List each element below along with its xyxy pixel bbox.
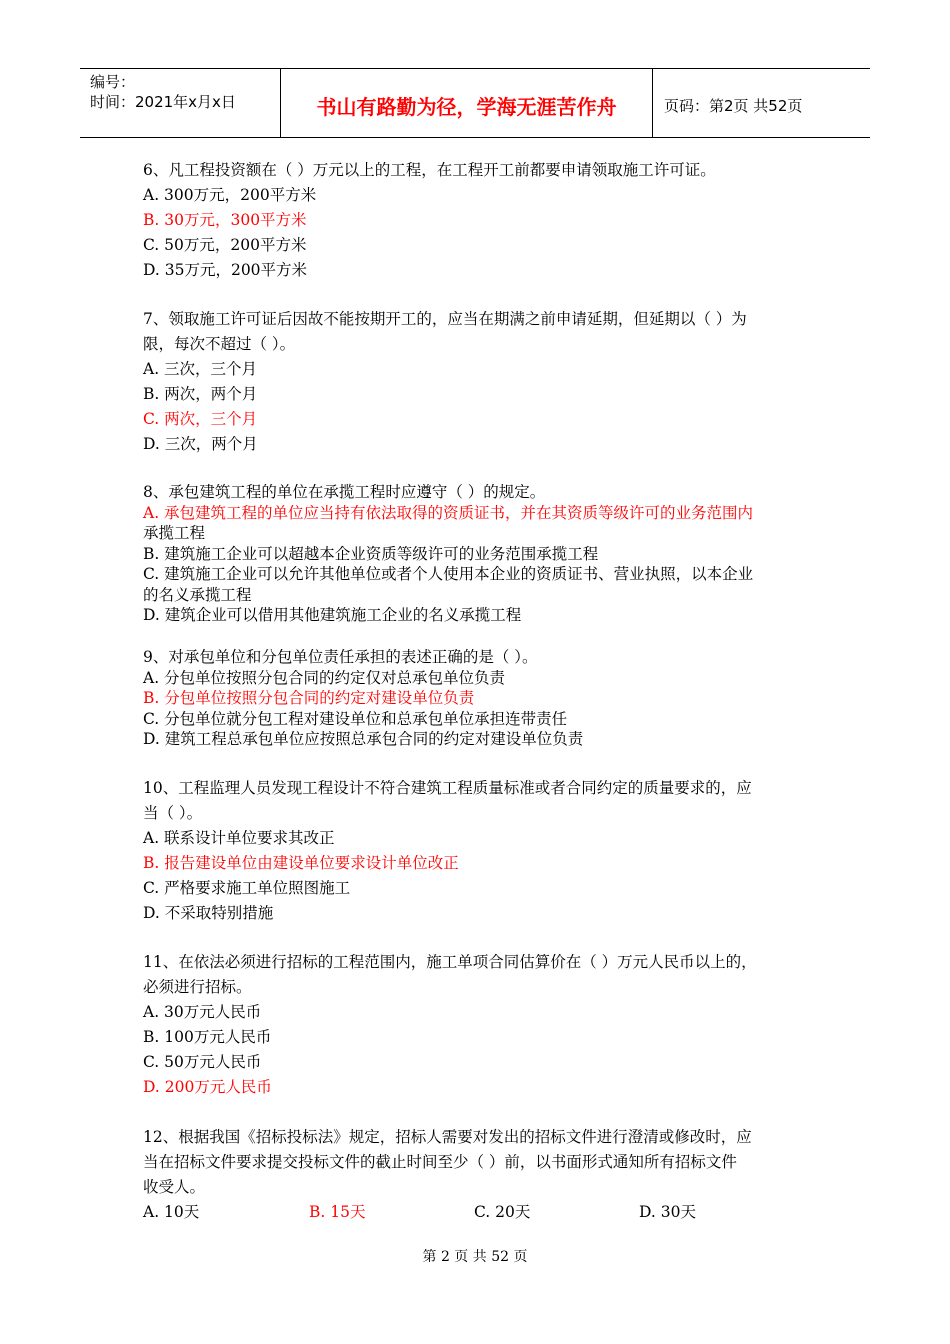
question-11 (143, 950, 813, 1100)
question-stem-line-1: 11、在依法必须进行招标的工程范围内，施工单项合同估算价在（ ）万元人民币以上的， (143, 953, 757, 971)
option-a: A. 三次，三个月 (143, 360, 258, 378)
header-page-label: 页码：第2页 共52页 (664, 96, 803, 115)
option-b-answer: B. 分包单位按照分包合同的约定对建设单位负责 (143, 689, 475, 707)
option-a: A. 联系设计单位要求其改正 (143, 829, 335, 847)
question-stem-line-3: 收受人。 (143, 1178, 206, 1196)
header-motto: 书山有路勤为径，学海无涯苦作舟 (281, 69, 653, 137)
option-d: D. 建筑企业可以借用其他建筑施工企业的名义承揽工程 (143, 606, 522, 624)
question-stem-line-2: 必须进行招标。 (143, 978, 252, 996)
document-time-label: 时间：2021年x月x日 (90, 93, 236, 111)
option-b: B. 建筑施工企业可以超越本企业资质等级许可的业务范围承揽工程 (143, 544, 599, 563)
page-footer: 第 2 页 共 52 页 (422, 1249, 528, 1265)
option-c-line-2: 的名义承揽工程 (143, 585, 252, 604)
option-c: C. 分包单位就分包工程对建设单位和总承包单位承担连带责任 (143, 709, 568, 728)
question-9 (143, 647, 813, 750)
option-c: C. 50万元人民币 (143, 1053, 262, 1071)
options-row (143, 1200, 813, 1225)
option-d: D. 30天 (639, 1203, 696, 1221)
option-b: B. 100万元人民币 (143, 1028, 272, 1046)
question-7 (143, 307, 813, 457)
question-stem-line-2: 限，每次不超过（ ）。 (143, 335, 296, 353)
option-c: C. 20天 (474, 1203, 531, 1221)
option-c: C. 严格要求施工单位照图施工 (143, 879, 351, 897)
option-b-answer: B. 报告建设单位由建设单位要求设计单位改正 (143, 854, 459, 872)
question-stem-line-1: 7、领取施工许可证后因故不能按期开工的，应当在期满之前申请延期，但延期以（ ）为 (143, 310, 747, 328)
option-a: A. 30万元人民币 (143, 1003, 262, 1021)
option-d: D. 35万元，200平方米 (143, 261, 308, 279)
question-6 (143, 158, 813, 283)
document-number-label: 编号： (90, 73, 136, 91)
option-d-answer: D. 200万元人民币 (143, 1078, 272, 1096)
option-b-answer: B. 30万元，300平方米 (143, 211, 307, 229)
option-a: A. 300万元，200平方米 (143, 186, 317, 204)
question-stem-line-1: 12、根据我国《招标投标法》规定，招标人需要对发出的招标文件进行澄清或修改时，应 (143, 1128, 752, 1146)
option-d: D. 建筑工程总承包单位应按照总承包合同的约定对建设单位负责 (143, 730, 584, 748)
option-d: D. 三次，两个月 (143, 435, 258, 453)
option-a: A. 10天 (143, 1203, 200, 1221)
question-stem-line-1: 10、工程监理人员发现工程设计不符合建筑工程质量标准或者合同约定的质量要求的，应 (143, 779, 752, 797)
header-info-cell (80, 69, 281, 137)
option-c-line-1: C. 建筑施工企业可以允许其他单位或者个人使用本企业的资质证书、营业执照，以本企业 (143, 565, 754, 583)
question-stem-line-2: 当在招标文件要求提交投标文件的截止时间至少（ ）前，以书面形式通知所有招标文件 (143, 1153, 737, 1171)
page-header (80, 68, 870, 138)
option-a: A. 分包单位按照分包合同的约定仅对总承包单位负责 (143, 668, 506, 687)
option-d: D. 不采取特别措施 (143, 904, 274, 922)
option-c-answer: C. 两次，三个月 (143, 410, 258, 428)
option-a-answer-line-1: A. 承包建筑工程的单位应当持有依法取得的资质证书，并在其资质等级许可的业务范围内 (143, 503, 754, 522)
question-stem-line-2: 当（ ）。 (143, 804, 203, 822)
option-a-line-2: 承揽工程 (143, 524, 206, 542)
question-stem: 9、对承包单位和分包单位责任承担的表述正确的是（ ）。 (143, 648, 538, 666)
question-10 (143, 776, 813, 926)
option-c: C. 50万元，200平方米 (143, 236, 307, 254)
question-stem: 8、承包建筑工程的单位在承揽工程时应遵守（ ）的规定。 (143, 483, 546, 501)
option-b-answer: B. 15天 (309, 1203, 366, 1221)
question-stem: 6、凡工程投资额在（ ）万元以上的工程，在工程开工前都要申请领取施工许可证。 (143, 161, 716, 179)
option-b: B. 两次，两个月 (143, 385, 258, 403)
question-12 (143, 1125, 813, 1225)
question-8 (143, 482, 813, 626)
